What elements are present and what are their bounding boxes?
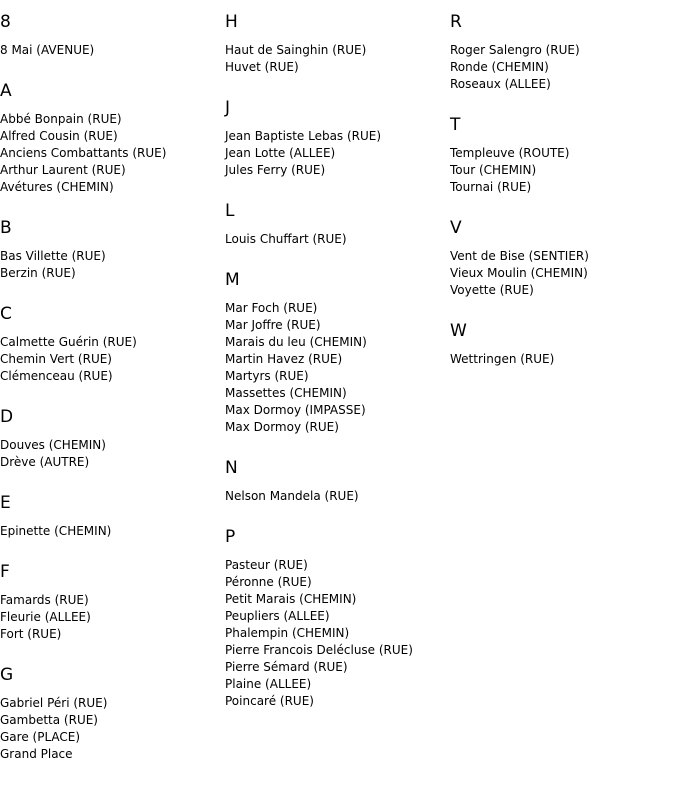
street-list-item[interactable]: Gare (PLACE) bbox=[0, 730, 81, 744]
street-list bbox=[450, 145, 675, 196]
street-list-item[interactable]: Arthur Laurent (RUE) bbox=[0, 163, 126, 177]
letter-group bbox=[0, 561, 225, 643]
letter-heading: B bbox=[0, 218, 12, 238]
letter-heading: J bbox=[225, 98, 231, 118]
letter-group bbox=[225, 200, 450, 248]
letter-group bbox=[225, 97, 450, 179]
street-list-item[interactable]: Phalempin (CHEMIN) bbox=[225, 626, 350, 640]
letter-heading: F bbox=[0, 562, 10, 582]
street-list-item[interactable]: Berzin (RUE) bbox=[0, 266, 76, 280]
letter-group bbox=[0, 492, 225, 540]
letter-heading: N bbox=[225, 458, 238, 478]
street-list bbox=[0, 592, 225, 643]
street-list bbox=[0, 695, 225, 763]
letter-heading: A bbox=[0, 81, 12, 101]
street-list bbox=[0, 523, 225, 540]
letter-group bbox=[225, 11, 450, 76]
letter-heading: V bbox=[450, 218, 462, 238]
street-index-column-2 bbox=[225, 11, 450, 710]
letter-group bbox=[0, 80, 225, 196]
street-list bbox=[225, 488, 450, 505]
letter-group bbox=[225, 457, 450, 505]
street-list bbox=[225, 128, 450, 179]
street-list-item[interactable]: Clémenceau (RUE) bbox=[0, 369, 113, 383]
letter-heading: T bbox=[450, 115, 461, 135]
street-list-item[interactable]: Grand Place bbox=[0, 747, 73, 761]
letter-heading: C bbox=[0, 304, 12, 324]
street-list bbox=[0, 334, 225, 385]
street-list bbox=[0, 42, 225, 59]
street-list-item[interactable]: Tournai (RUE) bbox=[450, 180, 532, 194]
street-list-item[interactable]: Epinette (CHEMIN) bbox=[0, 524, 112, 538]
street-list-item[interactable]: Petit Marais (CHEMIN) bbox=[225, 592, 357, 606]
street-list-item[interactable]: Massettes (CHEMIN) bbox=[225, 386, 347, 400]
letter-group bbox=[0, 217, 225, 282]
street-list-item[interactable]: Plaine (ALLEE) bbox=[225, 677, 312, 691]
letter-group bbox=[0, 664, 225, 763]
street-list-item[interactable]: Huvet (RUE) bbox=[225, 60, 299, 74]
letter-group bbox=[0, 406, 225, 471]
letter-heading: P bbox=[225, 527, 236, 547]
street-list-item[interactable]: Ronde (CHEMIN) bbox=[450, 60, 549, 74]
street-list-item[interactable]: Marais du leu (CHEMIN) bbox=[225, 335, 367, 349]
letter-heading: G bbox=[0, 665, 14, 685]
street-list-item[interactable]: Roger Salengro (RUE) bbox=[450, 43, 580, 57]
street-list bbox=[0, 248, 225, 282]
street-list-item[interactable]: Poincaré (RUE) bbox=[225, 694, 314, 708]
street-list-item[interactable]: Fleurie (ALLEE) bbox=[0, 610, 91, 624]
street-list-item[interactable]: Bas Villette (RUE) bbox=[0, 249, 106, 263]
letter-group bbox=[225, 269, 450, 436]
street-list-item[interactable]: Max Dormoy (IMPASSE) bbox=[225, 403, 366, 417]
street-list-item[interactable]: Haut de Sainghin (RUE) bbox=[225, 43, 367, 57]
street-list-item[interactable]: Max Dormoy (RUE) bbox=[225, 420, 339, 434]
street-list-item[interactable]: Jean Baptiste Lebas (RUE) bbox=[225, 129, 382, 143]
street-list bbox=[225, 231, 450, 248]
letter-heading: W bbox=[450, 321, 467, 341]
street-list-item[interactable]: Pierre Sémard (RUE) bbox=[225, 660, 348, 674]
letter-group bbox=[450, 320, 675, 368]
street-list bbox=[225, 42, 450, 76]
letter-group bbox=[225, 526, 450, 710]
street-list-item[interactable]: 8 Mai (AVENUE) bbox=[0, 43, 95, 57]
street-list-item[interactable]: Péronne (RUE) bbox=[225, 575, 312, 589]
street-list-item[interactable]: Anciens Combattants (RUE) bbox=[0, 146, 167, 160]
street-list-item[interactable]: Pierre Francois Delécluse (RUE) bbox=[225, 643, 413, 657]
street-list-item[interactable]: Vent de Bise (SENTIER) bbox=[450, 249, 589, 263]
street-list-item[interactable]: Drève (AUTRE) bbox=[0, 455, 90, 469]
letter-heading: H bbox=[225, 12, 238, 32]
letter-heading: 8 bbox=[0, 12, 11, 32]
street-list bbox=[450, 42, 675, 93]
street-list-item[interactable]: Gabriel Péri (RUE) bbox=[0, 696, 108, 710]
street-list-item[interactable]: Douves (CHEMIN) bbox=[0, 438, 106, 452]
letter-group bbox=[0, 303, 225, 385]
street-list-item[interactable]: Wettringen (RUE) bbox=[450, 352, 555, 366]
street-list-item[interactable]: Chemin Vert (RUE) bbox=[0, 352, 112, 366]
street-list-item[interactable]: Voyette (RUE) bbox=[450, 283, 534, 297]
street-list-item[interactable]: Jules Ferry (RUE) bbox=[225, 163, 326, 177]
letter-group bbox=[450, 114, 675, 196]
letter-group bbox=[450, 11, 675, 93]
street-list-item[interactable]: Martyrs (RUE) bbox=[225, 369, 309, 383]
street-list bbox=[225, 300, 450, 436]
street-list-item[interactable]: Roseaux (ALLEE) bbox=[450, 77, 551, 91]
street-list-item[interactable]: Calmette Guérin (RUE) bbox=[0, 335, 137, 349]
letter-group bbox=[0, 11, 225, 59]
street-list-item[interactable]: Abbé Bonpain (RUE) bbox=[0, 112, 122, 126]
letter-heading: R bbox=[450, 12, 462, 32]
street-list-item[interactable]: Avétures (CHEMIN) bbox=[0, 180, 114, 194]
street-list-item[interactable]: Pasteur (RUE) bbox=[225, 558, 308, 572]
street-list-item[interactable]: Templeuve (ROUTE) bbox=[450, 146, 570, 160]
street-list-item[interactable]: Vieux Moulin (CHEMIN) bbox=[450, 266, 588, 280]
street-list bbox=[225, 557, 450, 710]
street-list-item[interactable]: Tour (CHEMIN) bbox=[450, 163, 537, 177]
letter-group bbox=[450, 217, 675, 299]
letter-heading: L bbox=[225, 201, 235, 221]
street-list-item[interactable]: Martin Havez (RUE) bbox=[225, 352, 343, 366]
letter-heading: E bbox=[0, 493, 11, 513]
street-list-item[interactable]: Louis Chuffart (RUE) bbox=[225, 232, 347, 246]
street-list bbox=[450, 351, 675, 368]
street-list bbox=[0, 111, 225, 196]
street-index-column-1 bbox=[0, 11, 225, 763]
letter-heading: M bbox=[225, 270, 240, 290]
street-list-item[interactable]: Fort (RUE) bbox=[0, 627, 62, 641]
street-index-column-3 bbox=[450, 11, 675, 368]
street-list-item[interactable]: Mar Foch (RUE) bbox=[225, 301, 318, 315]
street-list-item[interactable]: Jean Lotte (ALLEE) bbox=[225, 146, 336, 160]
street-list bbox=[450, 248, 675, 299]
street-list-item[interactable]: Mar Joffre (RUE) bbox=[225, 318, 321, 332]
street-list-item[interactable]: Nelson Mandela (RUE) bbox=[225, 489, 359, 503]
street-list-item[interactable]: Alfred Cousin (RUE) bbox=[0, 129, 118, 143]
street-list bbox=[0, 437, 225, 471]
street-list-item[interactable]: Peupliers (ALLEE) bbox=[225, 609, 330, 623]
street-list-item[interactable]: Gambetta (RUE) bbox=[0, 713, 98, 727]
street-list-item[interactable]: Famards (RUE) bbox=[0, 593, 89, 607]
letter-heading: D bbox=[0, 407, 14, 427]
